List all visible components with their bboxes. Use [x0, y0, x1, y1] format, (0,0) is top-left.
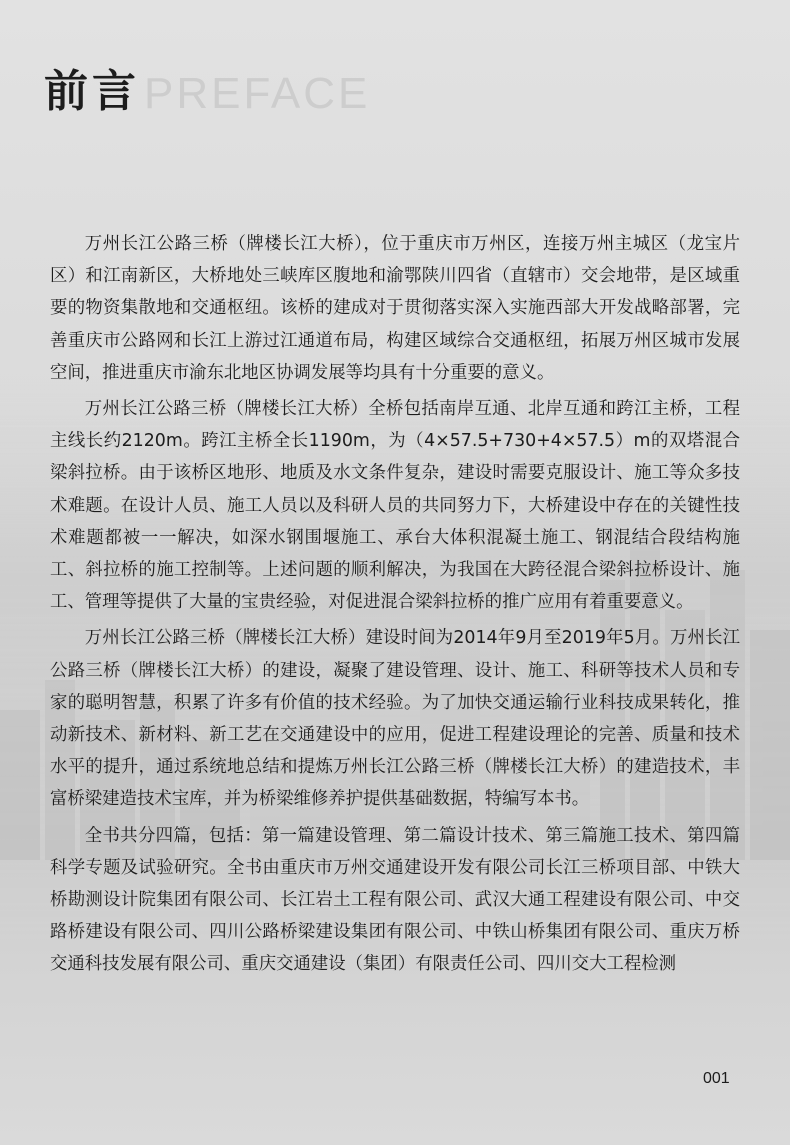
page-title: 前言	[44, 66, 140, 117]
paragraph-4: 全书共分四篇，包括：第一篇建设管理、第二篇设计技术、第三篇施工技术、第四篇科学专题及试验研究。全书由重庆市万州交通建设开发有限公司长江三桥项目部、中铁大桥勘测设计院集团有限公司、长江岩土工程有限公司、武汉大通工程建设有限公司、中交路桥建设有限公司、四川公路桥梁建设集团有限公司、中铁山桥集团有限公司、重庆万桥交通科技发展有限公司、重庆交通建设（集团）有限责任公司、四川交大工程检测	[50, 825, 740, 975]
paragraph-1: 万州长江公路三桥（牌楼长江大桥），位于重庆市万州区，连接万州主城区（龙宝片区）和江南新区，大桥地处三峡库区腹地和渝鄂陕川四省（直辖市）交会地带，是区域重要的物资集散地和交通枢纽。该桥的建成对于贯彻落实深入实施西部大开发战略部署，完善重庆市公路网和长江上游过江通道布局，构建区域综合交通枢纽，拓展万州区城市发展空间，推进重庆市渝东北地区协调发展等均具有十分重要的意义。	[50, 234, 740, 383]
page-number: 001	[703, 1070, 730, 1087]
paragraph-2: 万州长江公路三桥（牌楼长江大桥）全桥包括南岸互通、北岸互通和跨江主桥，工程主线长约2120m。跨江主桥全长1190m，为（4×57.5+730+4×57.5）m的双塔混合梁斜拉桥。由于该桥区地形、地质及水文条件复杂，建设时需要克服设计、施工等众多技术难题。在设计人员、施工人员以及科研人员的共同努力下，大桥建设中存在的关键性技术难题都被一一解决，如深水钢围堰施工、承台大体积混凝土施工、钢混结合段结构施工、斜拉桥的施工控制等。上述问题的顺利解决，为我国在大跨径混合梁斜拉桥设计、施工、管理等提供了大量的宝贵经验，对促进混合梁斜拉桥的推广应用有着重要意义。	[50, 399, 740, 613]
preface-body	[50, 228, 740, 985]
paragraph-3: 万州长江公路三桥（牌楼长江大桥）建设时间为2014年9月至2019年5月。万州长江公路三桥（牌楼长江大桥）的建设，凝聚了建设管理、设计、施工、科研等技术人员和专家的聪明智慧，积累了许多有价值的技术经验。为了加快交通运输行业科技成果转化，推动新技术、新材料、新工艺在交通建设中的应用，促进工程建设理论的完善、质量和技术水平的提升，通过系统地总结和提炼万州长江公路三桥（牌楼长江大桥）的建造技术，丰富桥梁建造技术宝库，并为桥梁维修养护提供基础数据，特编写本书。	[50, 628, 740, 810]
title-english-watermark: PREFACE	[144, 69, 371, 118]
